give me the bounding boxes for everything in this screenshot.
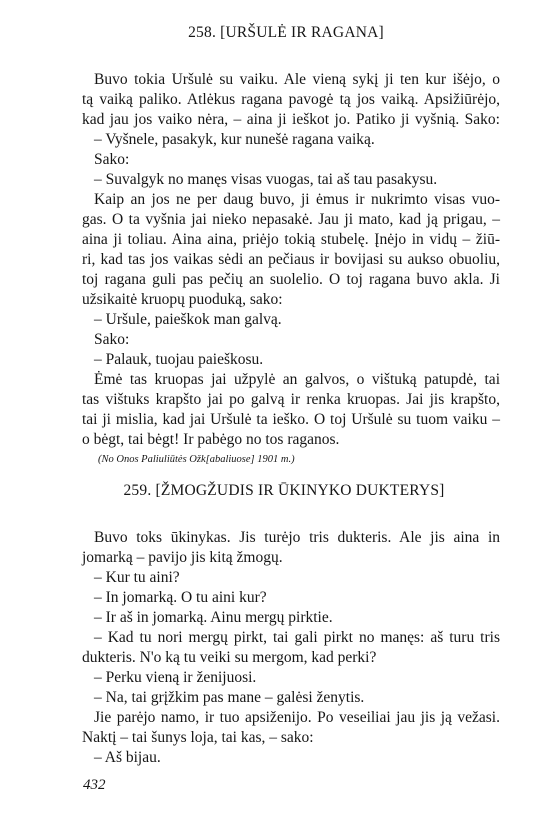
story-258-line-9: aina ji toliau. Aina aina, priėjo tokią stubelę. Įnėjo in vidų – žiū- [82,231,500,248]
story-258-line-2: tą vaiką paliko. Atlėkus ragana pavogė tą jos vaiką. Apsižiūrėjo, [82,91,500,108]
story-258-line-14: Sako: [94,331,130,348]
story-258-line-4: – Vyšnele, pasakyk, kur nunešė ragana vaiką. [94,131,375,148]
story-259-line-5: – Ir aš in jomarką. Ainu mergų pirktie. [94,609,333,626]
story-259-line-1: Buvo toks ūkinykas. Jis turėjo tris dukteris. Ale jis aina in [94,529,500,546]
story-258-line-16: Ėmė tas kruopas jai užpylė an galvos, o vištuką patupdė, tai [94,371,500,388]
story-258-line-12: užsikaitė kruopų puoduką, sako: [82,291,283,308]
story-258-line-1: Buvo tokia Uršulė su vaiku. Ale vieną sykį ji ten kur išėjo, o [94,71,500,88]
story-258-source-note: (No Onos Paliuliūtės Ožk[abaliuose] 1901 m.) [98,454,295,465]
story-259-line-10: Jie parėjo namo, ir tuo apsiženijo. Po veseiliai jau jis ją vežasi. [94,709,500,726]
page-number: 432 [83,777,106,793]
story-title-259: 259. [ŽMOGŽUDIS IR ŪKINYKO DUKTERYS] [123,482,445,499]
story-258-line-15: – Palauk, tuojau paieškosu. [94,351,264,368]
story-259-line-7: dukteris. N'o ką tu veiki su mergom, kad perki? [82,649,377,666]
story-258-line-13: – Uršule, paieškok man galvą. [94,311,282,328]
story-259-line-3: – Kur tu aini? [94,569,180,586]
story-259-line-9: – Na, tai grįžkim pas mane – galėsi ženytis. [94,689,365,706]
story-title-258: 258. [URŠULĖ IR RAGANA] [188,24,384,41]
story-258-line-11: toj ragana guli pas pečių an suolelio. O toj ragana buvo akla. Ji [82,271,500,288]
story-259-line-6: – Kad tu nori mergų pirkt, tai gali pirkt no manęs: aš turu tris [94,629,500,646]
story-259-line-11: Naktį – tai šunys loja, tai kas, – sako: [82,729,314,746]
story-259-line-4: – In jomarką. O tu aini kur? [94,589,267,606]
story-258-line-6: – Suvalgyk no manęs visas vuogas, tai aš tau pasakysu. [94,171,438,188]
story-258-line-5: Sako: [94,151,130,168]
story-258-line-3: kad jau jos vaiko nėra, – aina ji ieškot jo. Patiko ji vyšnią. Sako: [82,111,500,128]
story-259-line-12: – Aš bijau. [94,749,161,766]
story-258-line-7: Kaip an jos ne per daug buvo, ji ėmus ir nukrimto visas vuo- [94,191,500,208]
story-258-line-10: ri, kad tas jos vaikas sėdi an pečiaus ir bovijasi su aukso obuoliu, [82,251,500,268]
story-258-line-17: tas vištuks krapšto jai po galvą ir renka kruopas. Jai jis krapšto, [82,391,500,408]
story-258-line-8: gas. O ta vyšnia jai nieko nepasakė. Jau ji mato, kad ją prigau, – [82,211,500,228]
story-258-line-18: tai ji mislia, kad jai Uršulė ta ieško. O toj Uršulė su tuom vaiku – [82,411,500,428]
story-258-line-19: o bėgt, tai bėgt! Ir pabėgo no tos raganos. [82,431,340,448]
story-259-line-2: jomarką – pavijo jis kitą žmogų. [82,549,283,566]
story-259-line-8: – Perku vieną ir ženijuosi. [94,669,257,686]
